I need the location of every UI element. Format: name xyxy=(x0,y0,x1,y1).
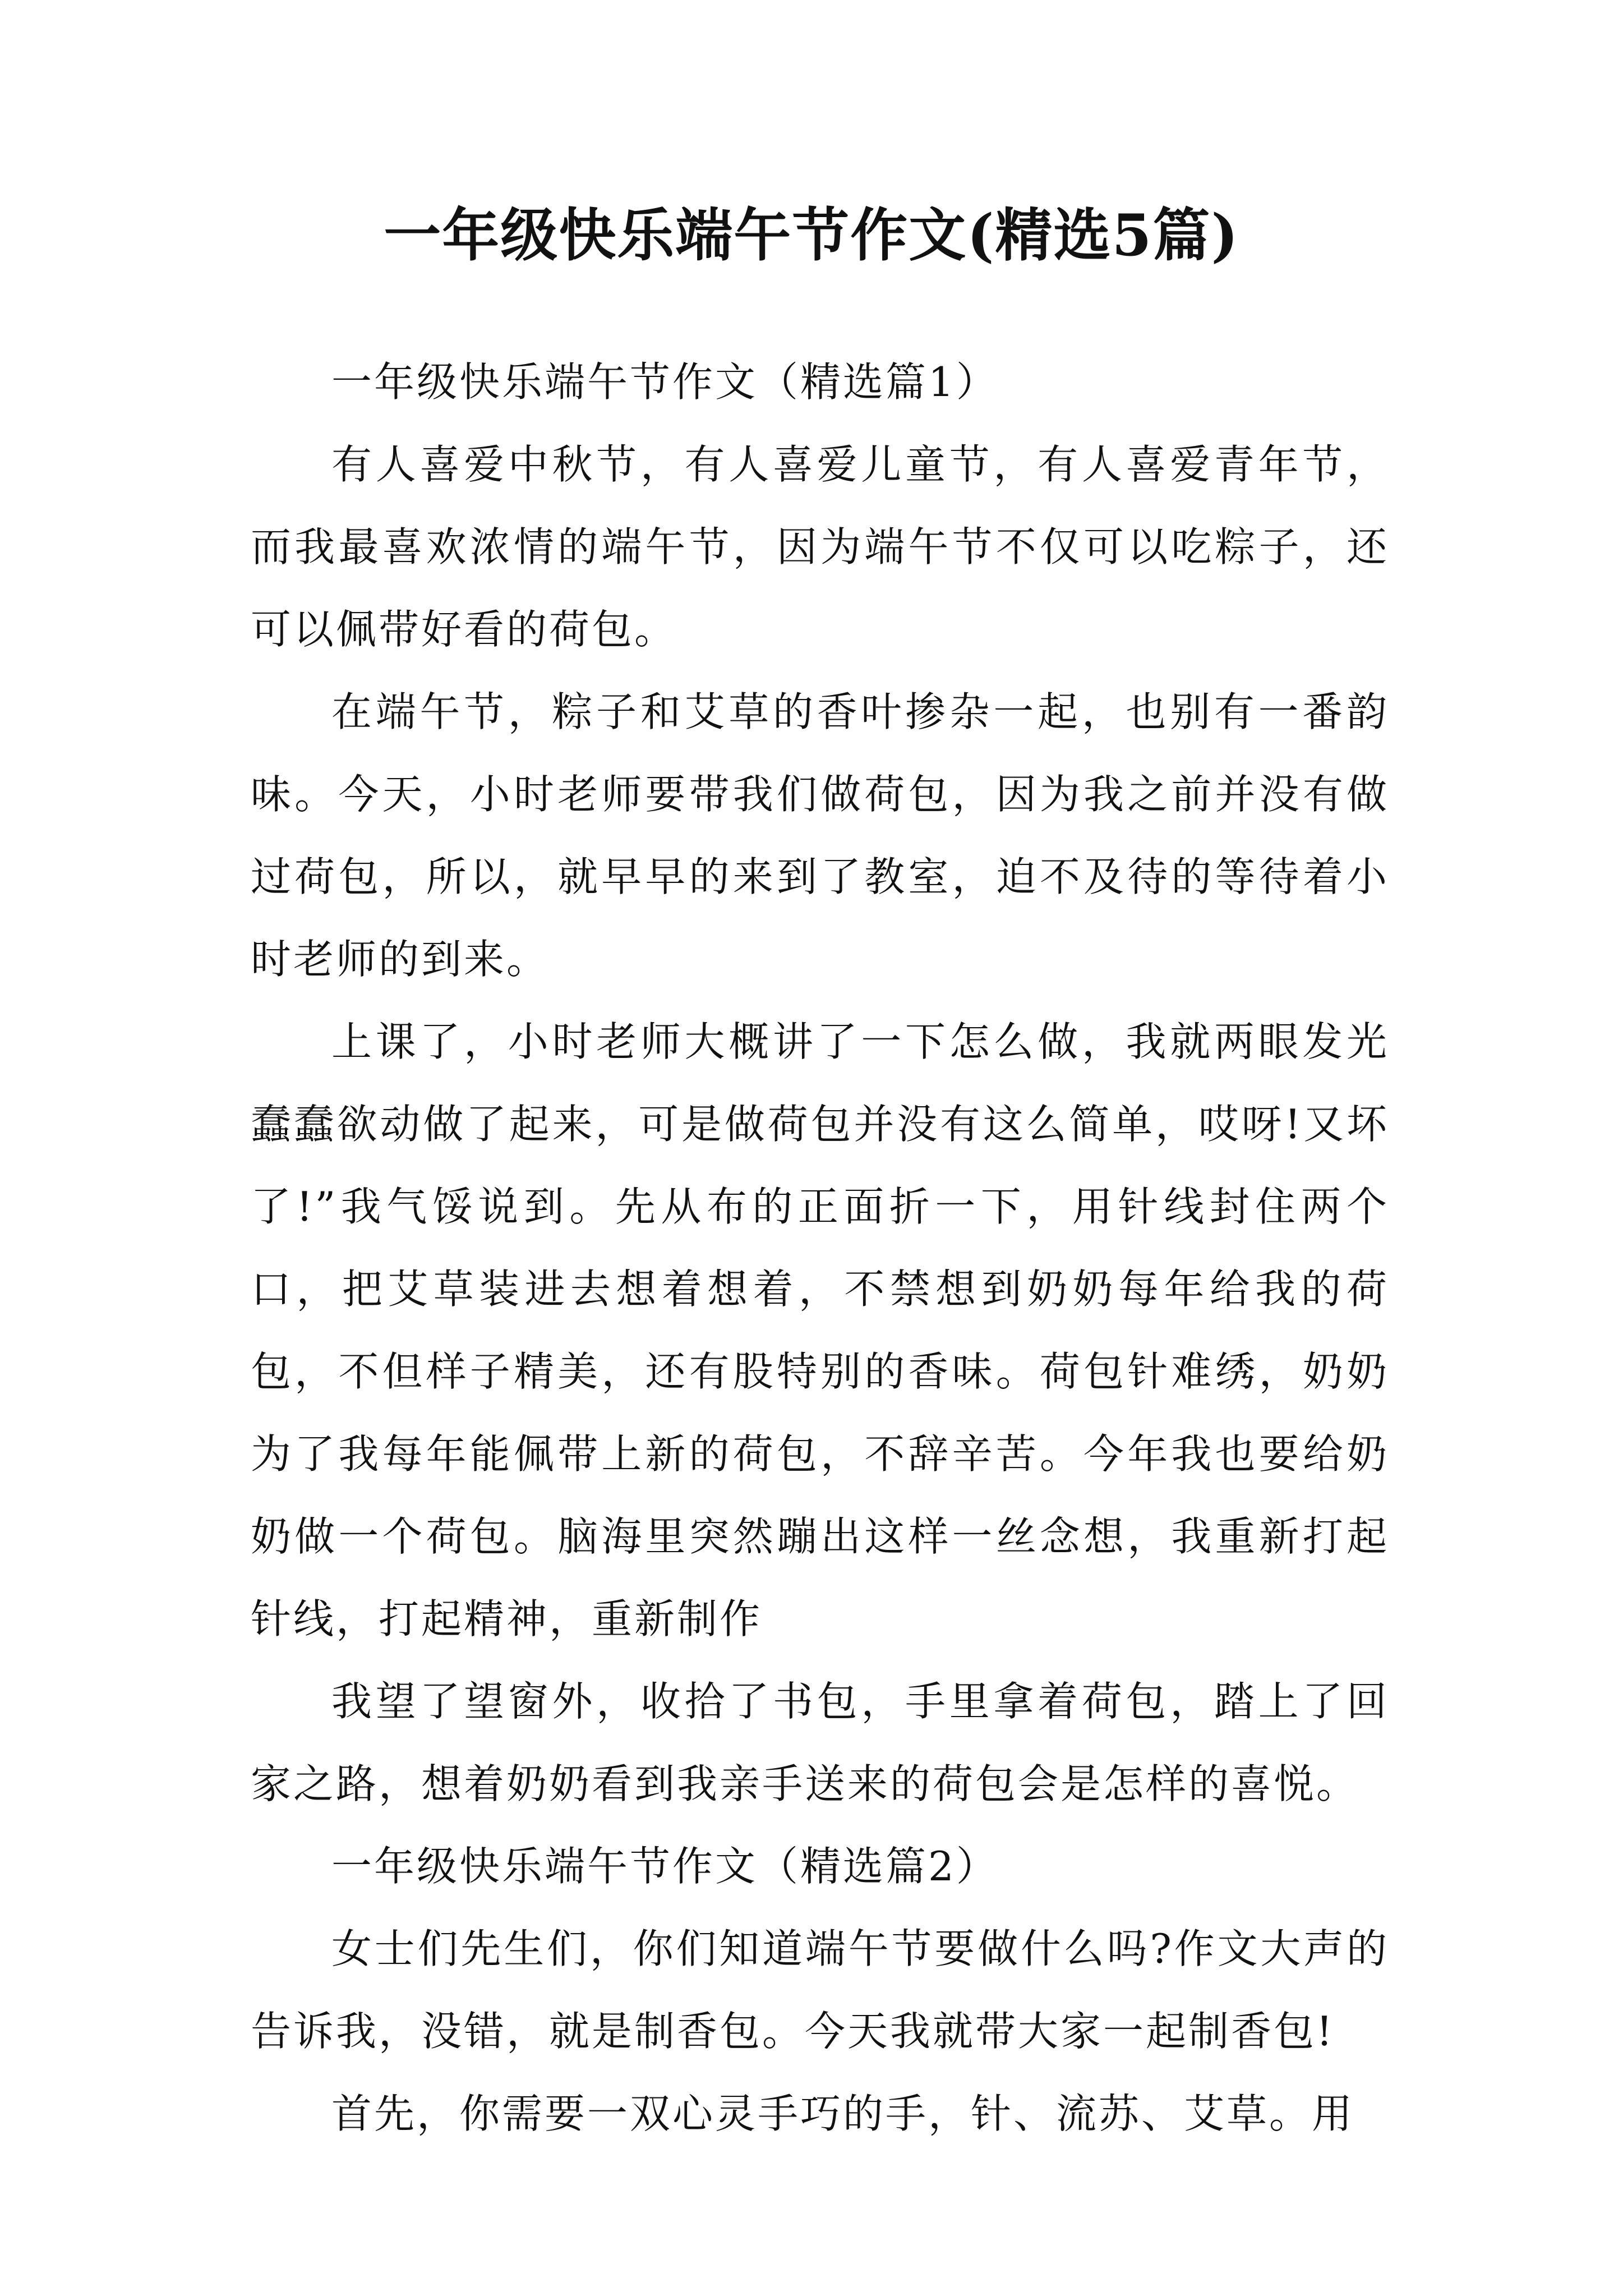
body-paragraph: 首先，你需要一双心灵手巧的手，针、流苏、艾草。用 xyxy=(331,2090,1355,2137)
section-heading-1: 一年级快乐端午节作文（精选篇1） xyxy=(331,358,999,406)
body-paragraph: 女士们先生们，你们知道端午节要做什么吗?作文大声的告诉我，没错，就是制香包。今天我就带大家一起制香包! xyxy=(251,1925,1389,2055)
body-paragraph: 上课了，小时老师大概讲了一下怎么做，我就两眼发光蠢蠢欲动做了起来，可是做荷包并没有这么简单，哎呀!又坏了!”我气馁说到。先从布的正面折一下，用针线封住两个口，把艾草装进去想着想着，不禁想到奶奶每年给我的荷包，不但样子精美，还有股特别的香味。荷包针难绣，奶奶为了我每年能佩带上新的荷包，不辞辛苦。今年我也要给奶奶做一个荷包。脑海里突然蹦出这样一丝念想，我重新打起针线，打起精神，重新制作 xyxy=(251,1018,1389,1642)
body-paragraph: 在端午节，粽子和艾草的香叶掺杂一起，也别有一番韵味。今天，小时老师要带我们做荷包，因为我之前并没有做过荷包，所以，就早早的来到了教室，迫不及待的等待着小时老师的到来。 xyxy=(251,688,1389,983)
document-title: 一年级快乐端午节作文(精选5篇) xyxy=(384,202,1239,269)
body-paragraph: 我望了望窗外，收拾了书包，手里拿着荷包，踏上了回家之路，想着奶奶看到我亲手送来的荷包会是怎样的喜悦。 xyxy=(251,1678,1389,1807)
body-paragraph: 有人喜爱中秋节，有人喜爱儿童节，有人喜爱青年节，而我最喜欢浓情的端午节，因为端午节不仅可以吃粽子，还可以佩带好看的荷包。 xyxy=(251,441,1389,653)
section-heading-2: 一年级快乐端午节作文（精选篇2） xyxy=(331,1843,999,1890)
document-body xyxy=(251,341,1389,2155)
